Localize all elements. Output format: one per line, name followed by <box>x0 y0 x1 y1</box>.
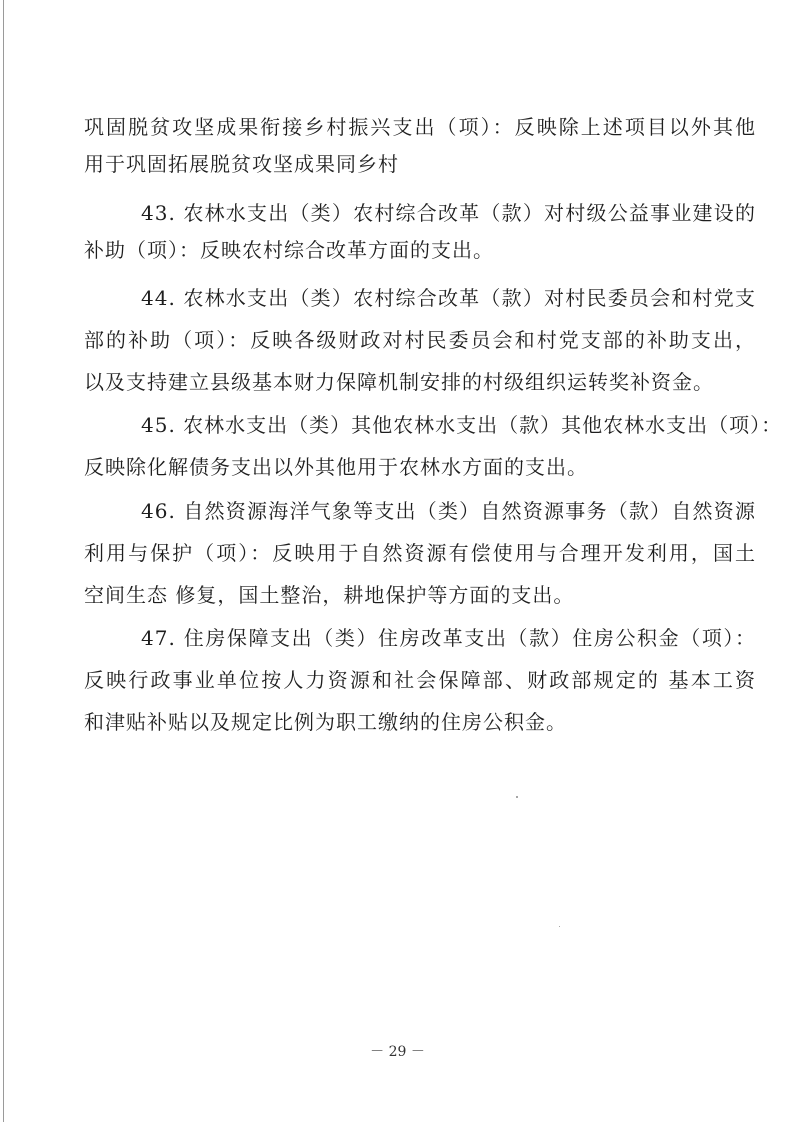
scan-speck <box>516 796 518 798</box>
text-line: 和津贴补贴以及规定比例为职工缴纳的住房公积金。 <box>84 710 567 734</box>
text-line: 47. 住房保障支出（类）住房改革支出（款）住房公积金（项）： <box>141 626 756 650</box>
text-line: 巩固脱贫攻坚成果衔接乡村振兴支出（项）：反映除上述项目以外其他 <box>84 115 756 139</box>
text-line: 46. 自然资源海洋气象等支出（类）自然资源事务（款）自然资源 <box>141 499 756 523</box>
scan-speck <box>559 926 560 927</box>
text-line: 45. 农林水支出（类）其他农林水支出（款）其他农林水支出（项）： <box>141 413 783 437</box>
scan-edge-line <box>3 0 4 1122</box>
text-line: 44. 农林水支出（类）农村综合改革（款）对村民委员会和村党支 <box>141 286 756 310</box>
text-line: 部的补助（项）：反映各级财政对村民委员会和村党支部的补助支出， <box>84 328 756 352</box>
page-number: － 29 － <box>370 1044 425 1060</box>
text-line: 以及支持建立县级基本财力保障机制安排的村级组织运转奖补资金。 <box>84 370 714 394</box>
text-line: 43. 农林水支出（类）农村综合改革（款）对村级公益事业建设的 <box>141 201 756 225</box>
text-line: 反映行政事业单位按人力资源和社会保障部、财政部规定的 基本工资 <box>84 668 756 692</box>
text-line: 补助（项）：反映农村综合改革方面的支出。 <box>84 238 494 262</box>
text-line: 空间生态 修复，国土整治，耕地保护等方面的支出。 <box>84 583 575 607</box>
text-line: 利用与保护（项）：反映用于自然资源有偿使用与合理开发利用，国土 <box>84 541 756 565</box>
text-line: 反映除化解债务支出以外其他用于农林水方面的支出。 <box>84 455 588 479</box>
text-line: 用于巩固拓展脱贫攻坚成果同乡村 <box>84 152 399 176</box>
